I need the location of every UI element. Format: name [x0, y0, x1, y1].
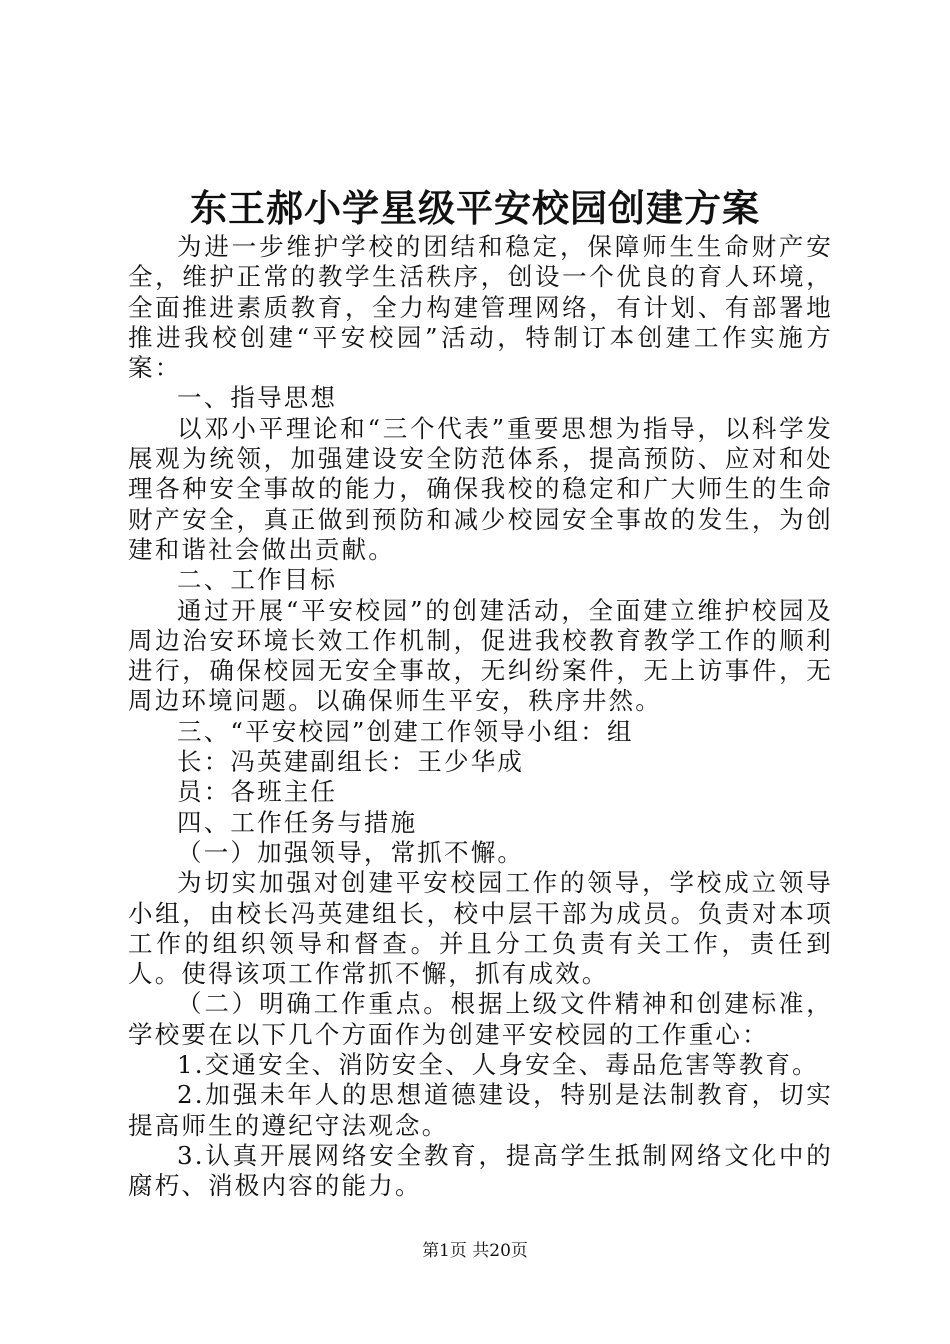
paragraph-intro: 为进一步维护学校的团结和稳定，保障师生生命财产安全，维护正常的教学生活秩序，创设一个优良的育人环境，全面推进素质教育，全力构建管理网络，有计划、有部署地推进我校创建“平安校园”活动，特制订本创建工作实施方案：: [128, 232, 833, 383]
list-item-1: 1.交通安全、消防安全、人身安全、毒品危害等教育。: [177, 1050, 819, 1080]
section-heading-1: 一、指导思想: [177, 383, 338, 413]
document-body: [128, 232, 833, 1202]
paragraph-leadership: 为切实加强对创建平安校园工作的领导，学校成立领导小组，由校长冯英建组长，校中层干部为成员。负责对本项工作的组织领导和督查。并且分工负责有关工作，责任到人。使得该项工作常抓不懈，抓有成效。: [128, 868, 833, 989]
paragraph-guiding-ideology: 以邓小平理论和“三个代表”重要思想为指导，以科学发展观为统领，加强建设安全防范体系，提高预防、应对和处理各种安全事故的能力，确保我校的稳定和广大师生的生命财产安全，真正做到预防和减少校园安全事故的发生，为创建和谐社会做出贡献。: [128, 413, 833, 564]
section-heading-4: 四、工作任务与措施: [177, 807, 418, 837]
page-footer: 第1页 共20页: [422, 1241, 528, 1261]
list-item-3: 3.认真开展网络安全教育，提高学生抵制网络文化中的腐朽、消极内容的能力。: [128, 1140, 833, 1201]
paragraph-key-points: （二）明确工作重点。根据上级文件精神和创建标准，学校要在以下几个方面作为创建平安校园的工作重心：: [128, 989, 833, 1049]
list-item-2: 2.加强未年人的思想道德建设，特别是法制教育，切实提高师生的遵纪守法观念。: [128, 1080, 833, 1140]
document-title: 东王郝小学星级平安校园创建方案: [190, 186, 760, 230]
section-heading-2: 二、工作目标: [177, 565, 338, 595]
paragraph-work-goals: 通过开展“平安校园”的创建活动，全面建立维护校园及周边治安环境长效工作机制，促进我校教育教学工作的顺利进行，确保校园无安全事故，无纠纷案件，无上访事件，无周边环境问题。以确保师生平安，秩序井然。: [128, 595, 833, 716]
paragraph-members: 员：各班主任: [177, 777, 338, 807]
subheading-1: （一）加强领导，常抓不懈。: [177, 837, 525, 867]
paragraph-leader: 长：冯英建副组长：王少华成: [177, 747, 525, 777]
section-heading-3: 三、“平安校园”创建工作领导小组：组: [177, 716, 634, 746]
